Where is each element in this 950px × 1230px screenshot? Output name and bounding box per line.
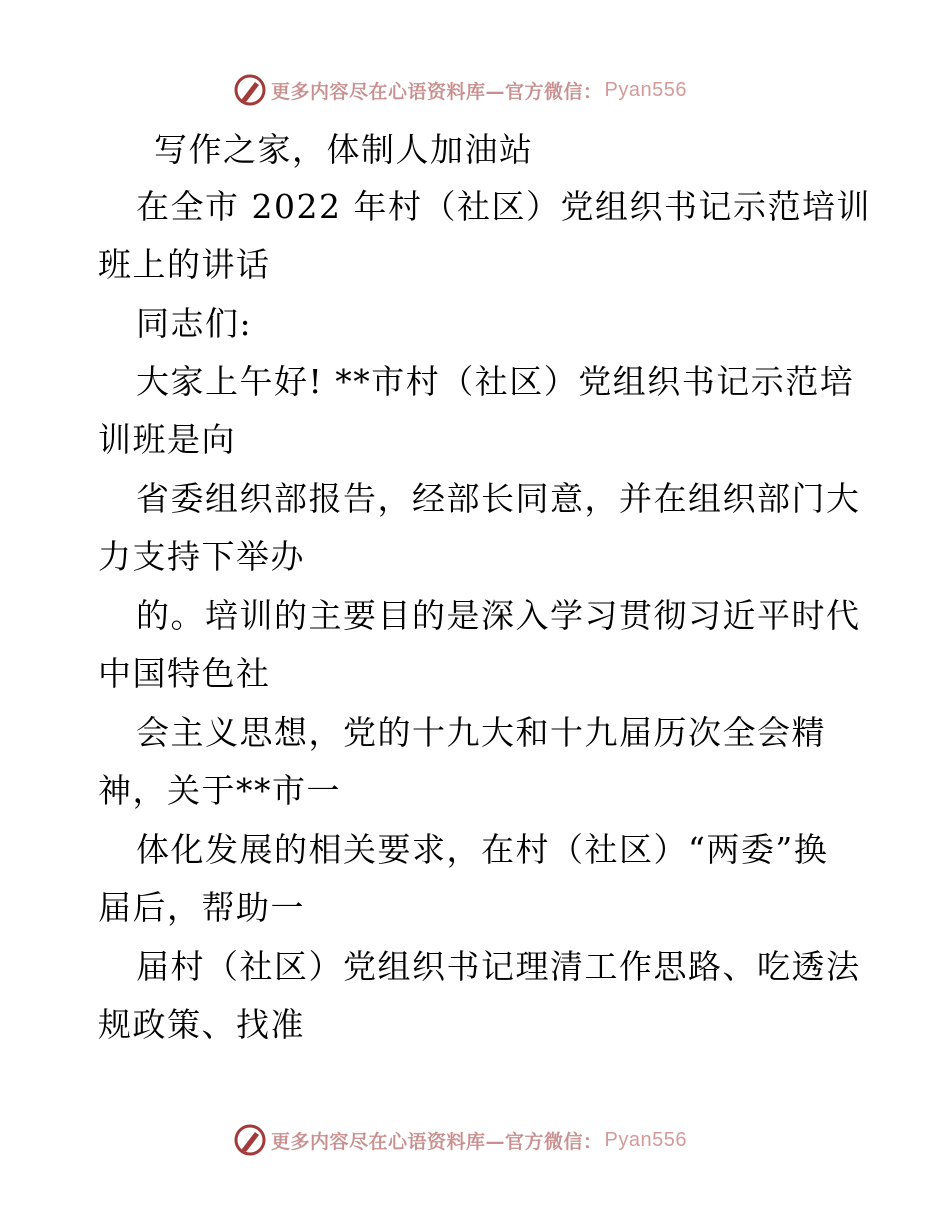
doc-line: 规政策、找准 <box>98 1005 305 1044</box>
watermark-wechat-id: Pyan556 <box>604 78 687 101</box>
doc-line: 届后，帮助一 <box>98 888 305 927</box>
doc-line: 中国特色社 <box>98 654 271 693</box>
watermark-wechat-id: Pyan556 <box>604 1128 687 1151</box>
watermark-text: 更多内容尽在心语资料库—官方微信： <box>271 80 603 103</box>
doc-line: 省委组织部报告，经部长同意，并在组织部门大 <box>136 479 861 518</box>
doc-line: 届村（社区）党组织书记理清工作思路、吃透法 <box>136 947 861 986</box>
header-watermark <box>0 70 950 110</box>
doc-line: 会主义思想，党的十九大和十九届历次全会精 <box>136 713 826 752</box>
doc-line: 神，关于**市一 <box>98 771 341 810</box>
doc-line: 写作之家，体制人加油站 <box>154 130 534 169</box>
watermark-text: 更多内容尽在心语资料库—官方微信： <box>271 1130 603 1153</box>
pen-logo-icon <box>233 73 267 107</box>
doc-line: 力支持下举办 <box>98 537 305 576</box>
doc-line: 体化发展的相关要求，在村（社区）“两委”换 <box>136 830 829 869</box>
doc-line: 在全市 2022 年村（社区）党组织书记示范培训 <box>136 187 871 226</box>
doc-line: 训班是向 <box>98 420 236 459</box>
doc-line: 大家上午好! **市村（社区）党组织书记示范培 <box>136 362 855 401</box>
doc-line: 班上的讲话 <box>98 245 271 284</box>
doc-line: 的。培训的主要目的是深入学习贯彻习近平时代 <box>136 596 861 635</box>
doc-line: 同志们: <box>136 304 253 343</box>
footer-watermark <box>0 1120 950 1160</box>
pen-logo-icon <box>233 1123 267 1157</box>
